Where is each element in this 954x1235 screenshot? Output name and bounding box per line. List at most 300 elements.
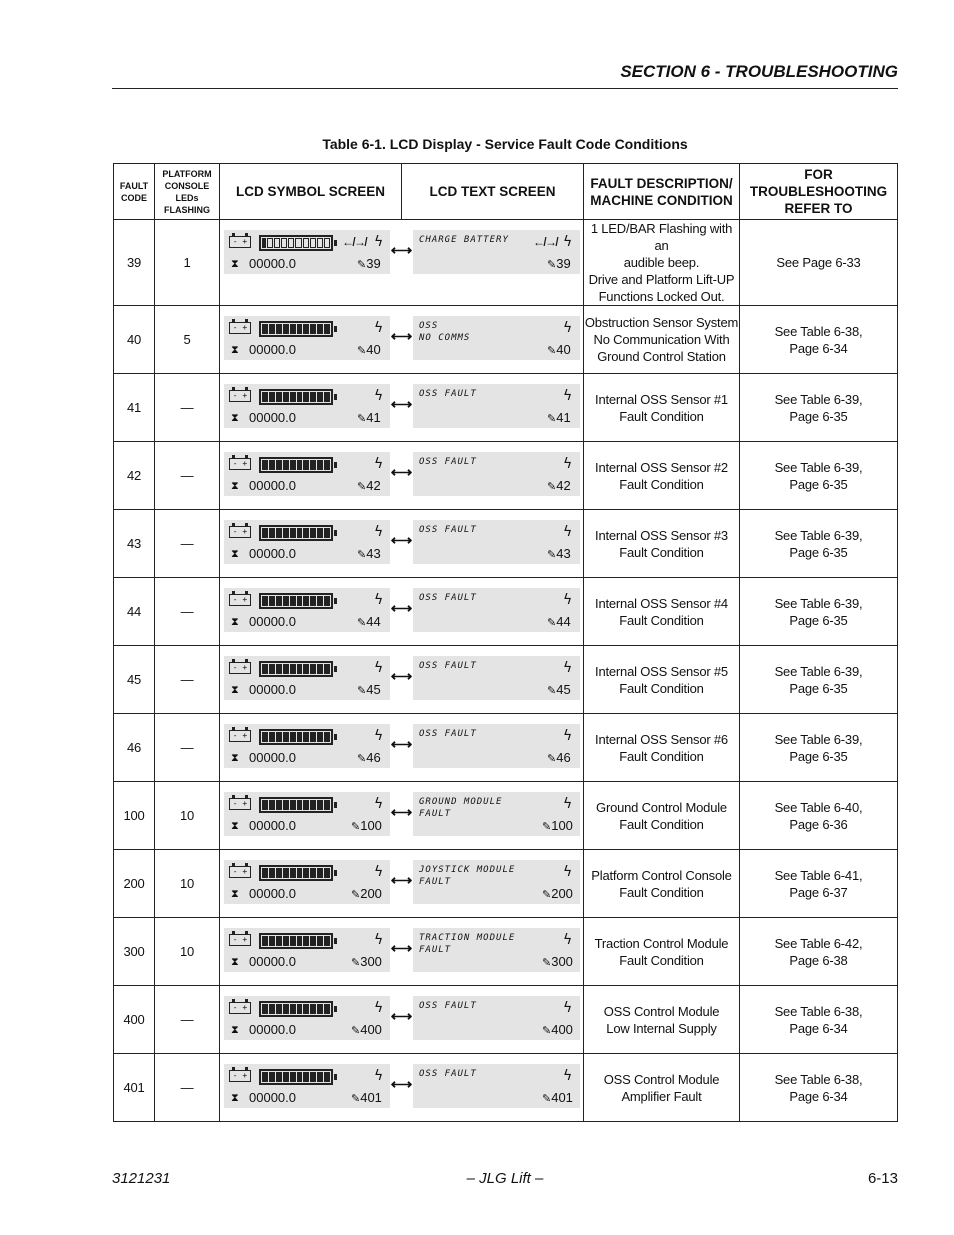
- lcd-screens-cell: [220, 850, 584, 918]
- battery-segment: [310, 732, 316, 742]
- lcd-text-screen: [413, 928, 580, 972]
- hourglass-icon: ⧗: [231, 258, 239, 270]
- hourglass-icon: ⧗: [231, 752, 239, 764]
- wrench-icon: ✎: [547, 685, 557, 697]
- fault-code-cell: 400: [114, 986, 155, 1054]
- lcd-text-screen: [413, 656, 580, 700]
- battery-segment: [303, 238, 309, 248]
- fault-code-cell: 46: [114, 714, 155, 782]
- battery-segment: [276, 800, 282, 810]
- hourglass-icon: ⧗: [231, 684, 239, 696]
- battery-level-bar: [259, 235, 333, 251]
- description-cell: Internal OSS Sensor #3 Fault Condition: [584, 510, 740, 578]
- fault-code-cell: 41: [114, 374, 155, 442]
- battery-segment: [324, 238, 330, 248]
- double-arrow-icon: ⟷: [390, 1076, 413, 1093]
- lcd-text-line: FAULT: [419, 809, 452, 819]
- battery-segment: [276, 868, 282, 878]
- disconnect-icon: ↚↛: [533, 235, 557, 249]
- table-row: [114, 1054, 898, 1122]
- table-row: [114, 510, 898, 578]
- refer-cell: See Table 6-41, Page 6-37: [740, 850, 898, 918]
- battery-icon: - +: [229, 934, 251, 946]
- battery-segment: [297, 392, 303, 402]
- battery-icon: - +: [229, 730, 251, 742]
- battery-segment: [283, 936, 289, 946]
- disconnect-icon: ↚↛: [342, 235, 366, 249]
- hourglass-icon: ⧗: [231, 412, 239, 424]
- battery-segment: [317, 936, 323, 946]
- battery-segment: [262, 868, 268, 878]
- lcd-symbol-screen: [224, 520, 390, 564]
- battery-segment: [297, 1004, 303, 1014]
- hour-counter: 00000.0: [249, 342, 296, 357]
- battery-segment: [283, 1072, 289, 1082]
- lcd-text-line: OSS FAULT: [419, 389, 477, 399]
- battery-segment: [297, 1072, 303, 1082]
- lcd-symbol-screen: [224, 452, 390, 496]
- wrench-icon: ✎: [357, 413, 367, 425]
- refer-cell: See Table 6-39, Page 6-35: [740, 374, 898, 442]
- battery-segment: [269, 392, 275, 402]
- hour-counter: 00000.0: [249, 886, 296, 901]
- lcd-symbol-screen: [224, 316, 390, 360]
- hourglass-icon: ⧗: [231, 820, 239, 832]
- double-arrow-icon: ⟷: [390, 532, 413, 549]
- battery-segment: [297, 664, 303, 674]
- refer-cell: See Table 6-39, Page 6-35: [740, 510, 898, 578]
- lcd-screens-cell: [220, 510, 584, 578]
- hour-counter: 00000.0: [249, 410, 296, 425]
- battery-level-bar: [259, 321, 333, 337]
- wrench-icon: ✎: [357, 617, 367, 629]
- battery-level-bar: [259, 865, 333, 881]
- fault-code-cell: 42: [114, 442, 155, 510]
- battery-segment: [303, 664, 309, 674]
- lcd-text-screen: [413, 316, 580, 360]
- battery-segment: [317, 528, 323, 538]
- battery-segment: [324, 392, 330, 402]
- platform-leds-cell: —: [155, 578, 220, 646]
- battery-segment: [288, 238, 294, 248]
- lcd-text-line: NO COMMS: [419, 333, 471, 343]
- refer-cell: See Table 6-39, Page 6-35: [740, 646, 898, 714]
- platform-leds-cell: —: [155, 510, 220, 578]
- battery-segment: [290, 936, 296, 946]
- battery-icon: - +: [229, 594, 251, 606]
- table-header-row: [114, 164, 898, 220]
- battery-segment: [276, 528, 282, 538]
- lightning-icon: ϟ: [374, 660, 384, 676]
- description-cell: Internal OSS Sensor #2 Fault Condition: [584, 442, 740, 510]
- battery-segment: [290, 732, 296, 742]
- page-number: 6-13: [867, 1170, 898, 1187]
- battery-segment: [303, 800, 309, 810]
- fault-code-readout: ✎39: [357, 256, 381, 271]
- fault-code-cell: 200: [114, 850, 155, 918]
- battery-icon: - +: [229, 1070, 251, 1082]
- battery-segment: [324, 528, 330, 538]
- lcd-screens-cell: [220, 220, 584, 306]
- fault-code-readout: ✎401: [351, 1090, 382, 1105]
- lcd-symbol-screen: [224, 384, 390, 428]
- lcd-text-screen: [413, 520, 580, 564]
- battery-segment: [283, 732, 289, 742]
- fault-code-readout: ✎40: [357, 342, 381, 357]
- battery-segment: [317, 664, 323, 674]
- battery-segment: [317, 596, 323, 606]
- fault-code-cell: 300: [114, 918, 155, 986]
- battery-segment: [283, 324, 289, 334]
- table-row: [114, 918, 898, 986]
- description-cell: 1 LED/BAR Flashing with an audible beep. Drive and Platform Lift-UP Functions Locked Out.: [584, 220, 740, 306]
- lcd-text-line: JOYSTICK MODULE: [419, 865, 516, 875]
- lightning-icon: ϟ: [563, 728, 573, 744]
- lcd-text-screen: [413, 588, 580, 632]
- refer-cell: See Table 6-39, Page 6-35: [740, 578, 898, 646]
- battery-segment: [290, 596, 296, 606]
- battery-icon: - +: [229, 866, 251, 878]
- description-cell: Traction Control Module Fault Condition: [584, 918, 740, 986]
- battery-segment: [303, 1004, 309, 1014]
- wrench-icon: ✎: [357, 753, 367, 765]
- fault-code-readout: ✎401: [542, 1090, 573, 1105]
- hour-counter: 00000.0: [249, 954, 296, 969]
- lcd-screens-cell: [220, 442, 584, 510]
- lcd-text-screen: [413, 384, 580, 428]
- lcd-text-line: OSS FAULT: [419, 593, 477, 603]
- battery-segment: [303, 528, 309, 538]
- refer-cell: See Table 6-39, Page 6-35: [740, 442, 898, 510]
- battery-segment: [283, 528, 289, 538]
- table-row: [114, 646, 898, 714]
- battery-segment: [269, 732, 275, 742]
- lcd-symbol-screen: [224, 1064, 390, 1108]
- fault-code-cell: 39: [114, 220, 155, 306]
- battery-segment: [317, 460, 323, 470]
- hourglass-icon: ⧗: [231, 956, 239, 968]
- fault-code-readout: ✎44: [547, 614, 571, 629]
- wrench-icon: ✎: [357, 685, 367, 697]
- lcd-symbol-screen: [224, 588, 390, 632]
- lightning-icon: ϟ: [374, 864, 384, 880]
- lcd-symbol-screen: [224, 656, 390, 700]
- lightning-icon: ϟ: [374, 796, 384, 812]
- platform-leds-cell: 10: [155, 782, 220, 850]
- lightning-icon: ϟ: [563, 388, 573, 404]
- battery-segment: [324, 800, 330, 810]
- lcd-symbol-screen: [224, 792, 390, 836]
- table-row: [114, 850, 898, 918]
- fault-code-readout: ✎300: [542, 954, 573, 969]
- battery-segment: [310, 460, 316, 470]
- double-arrow-icon: ⟷: [390, 328, 413, 345]
- wrench-icon: ✎: [351, 821, 361, 833]
- battery-level-bar: [259, 389, 333, 405]
- table-row: [114, 374, 898, 442]
- battery-segment: [276, 324, 282, 334]
- lightning-icon: ϟ: [563, 796, 573, 812]
- header-description: FAULT DESCRIPTION/ MACHINE CONDITION: [584, 164, 740, 220]
- fault-code-readout: ✎43: [357, 546, 381, 561]
- battery-segment: [297, 732, 303, 742]
- fault-code-readout: ✎39: [547, 256, 571, 271]
- hourglass-icon: ⧗: [231, 1092, 239, 1104]
- table-row: [114, 578, 898, 646]
- battery-level-bar: [259, 933, 333, 949]
- fault-code-readout: ✎43: [547, 546, 571, 561]
- hourglass-icon: ⧗: [231, 548, 239, 560]
- header-lcd-symbol: LCD SYMBOL SCREEN: [220, 164, 402, 220]
- fault-code-readout: ✎46: [547, 750, 571, 765]
- refer-cell: See Table 6-42, Page 6-38: [740, 918, 898, 986]
- platform-leds-cell: —: [155, 374, 220, 442]
- lightning-icon: ϟ: [563, 1000, 573, 1016]
- platform-leds-cell: 10: [155, 918, 220, 986]
- fault-code-readout: ✎40: [547, 342, 571, 357]
- hour-counter: 00000.0: [249, 682, 296, 697]
- platform-leds-cell: —: [155, 986, 220, 1054]
- fault-code-cell: 44: [114, 578, 155, 646]
- section-header: SECTION 6 - TROUBLESHOOTING: [620, 62, 898, 81]
- wrench-icon: ✎: [542, 1093, 552, 1105]
- hour-counter: 00000.0: [249, 1090, 296, 1105]
- description-cell: OSS Control Module Low Internal Supply: [584, 986, 740, 1054]
- lcd-text-screen: [413, 230, 580, 274]
- hour-counter: 00000.0: [249, 614, 296, 629]
- footer-center: – JLG Lift –: [466, 1170, 544, 1187]
- header-fault-code: FAULT CODE: [114, 164, 155, 220]
- wrench-icon: ✎: [351, 1093, 361, 1105]
- battery-segment: [276, 596, 282, 606]
- hourglass-icon: ⧗: [231, 480, 239, 492]
- battery-segment: [262, 1004, 268, 1014]
- lcd-screens-cell: [220, 374, 584, 442]
- wrench-icon: ✎: [547, 345, 557, 357]
- battery-segment: [276, 936, 282, 946]
- fault-code-readout: ✎42: [547, 478, 571, 493]
- lcd-screens-cell: [220, 714, 584, 782]
- lcd-text-screen: [413, 1064, 580, 1108]
- fault-code-readout: ✎400: [542, 1022, 573, 1037]
- battery-level-bar: [259, 1069, 333, 1085]
- lightning-icon: ϟ: [374, 592, 384, 608]
- lightning-icon: ϟ: [563, 320, 573, 336]
- lcd-text-line: OSS FAULT: [419, 729, 477, 739]
- fault-code-readout: ✎400: [351, 1022, 382, 1037]
- battery-segment: [310, 392, 316, 402]
- battery-segment: [310, 936, 316, 946]
- battery-segment: [276, 732, 282, 742]
- fault-code-readout: ✎200: [542, 886, 573, 901]
- battery-segment: [324, 1004, 330, 1014]
- fault-code-readout: ✎41: [357, 410, 381, 425]
- platform-leds-cell: 10: [155, 850, 220, 918]
- header-refer: FOR TROUBLESHOOTING REFER TO: [740, 164, 898, 220]
- battery-segment: [276, 664, 282, 674]
- table-body: [114, 220, 898, 1122]
- wrench-icon: ✎: [357, 481, 367, 493]
- fault-code-cell: 100: [114, 782, 155, 850]
- battery-segment: [297, 800, 303, 810]
- refer-cell: See Table 6-38, Page 6-34: [740, 1054, 898, 1122]
- wrench-icon: ✎: [547, 617, 557, 629]
- double-arrow-icon: ⟷: [390, 736, 413, 753]
- description-cell: Platform Control Console Fault Condition: [584, 850, 740, 918]
- battery-level-bar: [259, 1001, 333, 1017]
- battery-level-bar: [259, 593, 333, 609]
- battery-segment: [283, 460, 289, 470]
- battery-segment: [303, 460, 309, 470]
- battery-segment: [269, 596, 275, 606]
- battery-level-bar: [259, 729, 333, 745]
- lcd-text-screen: [413, 792, 580, 836]
- lcd-screens-cell: [220, 646, 584, 714]
- refer-cell: See Table 6-38, Page 6-34: [740, 986, 898, 1054]
- battery-segment: [283, 596, 289, 606]
- battery-icon: - +: [229, 1002, 251, 1014]
- hourglass-icon: ⧗: [231, 1024, 239, 1036]
- battery-segment: [276, 1004, 282, 1014]
- wrench-icon: ✎: [357, 259, 367, 271]
- battery-segment: [269, 528, 275, 538]
- battery-segment: [269, 868, 275, 878]
- lcd-screens-cell: [220, 306, 584, 374]
- battery-segment: [262, 732, 268, 742]
- hour-counter: 00000.0: [249, 818, 296, 833]
- lightning-icon: ϟ: [563, 456, 573, 472]
- battery-segment: [310, 1004, 316, 1014]
- battery-segment: [303, 868, 309, 878]
- battery-segment: [303, 1072, 309, 1082]
- battery-segment: [317, 732, 323, 742]
- battery-segment: [262, 238, 266, 248]
- battery-segment: [283, 1004, 289, 1014]
- refer-cell: See Table 6-40, Page 6-36: [740, 782, 898, 850]
- doc-number: 3121231: [112, 1170, 171, 1187]
- table-row: [114, 782, 898, 850]
- fault-code-readout: ✎45: [547, 682, 571, 697]
- battery-segment: [269, 324, 275, 334]
- wrench-icon: ✎: [547, 753, 557, 765]
- fault-code-readout: ✎44: [357, 614, 381, 629]
- platform-leds-cell: —: [155, 1054, 220, 1122]
- lightning-icon: ϟ: [563, 592, 573, 608]
- lcd-screens-cell: [220, 578, 584, 646]
- battery-segment: [290, 1072, 296, 1082]
- lcd-symbol-screen: [224, 928, 390, 972]
- double-arrow-icon: ⟷: [390, 242, 413, 259]
- double-arrow-icon: ⟷: [390, 940, 413, 957]
- lightning-icon: ϟ: [563, 234, 573, 250]
- battery-segment: [324, 1072, 330, 1082]
- battery-segment: [295, 238, 301, 248]
- battery-segment: [262, 936, 268, 946]
- fault-code-cell: 40: [114, 306, 155, 374]
- battery-segment: [317, 238, 323, 248]
- platform-leds-cell: 5: [155, 306, 220, 374]
- battery-segment: [317, 800, 323, 810]
- battery-segment: [290, 664, 296, 674]
- battery-segment: [324, 460, 330, 470]
- lcd-text-line: FAULT: [419, 945, 452, 955]
- battery-segment: [262, 1072, 268, 1082]
- battery-segment: [310, 596, 316, 606]
- platform-leds-cell: —: [155, 442, 220, 510]
- wrench-icon: ✎: [547, 481, 557, 493]
- description-cell: Obstruction Sensor System No Communication With Ground Control Station: [584, 306, 740, 374]
- lightning-icon: ϟ: [374, 320, 384, 336]
- battery-segment: [297, 460, 303, 470]
- battery-segment: [276, 460, 282, 470]
- lcd-text-line: GROUND MODULE: [419, 797, 503, 807]
- description-cell: Internal OSS Sensor #4 Fault Condition: [584, 578, 740, 646]
- table-title: Table 6-1. LCD Display - Service Fault Code Conditions: [322, 136, 688, 152]
- battery-segment: [269, 1072, 275, 1082]
- battery-segment: [324, 596, 330, 606]
- wrench-icon: ✎: [351, 957, 361, 969]
- battery-segment: [317, 868, 323, 878]
- battery-level-bar: [259, 457, 333, 473]
- lcd-text-screen: [413, 996, 580, 1040]
- fault-code-readout: ✎100: [351, 818, 382, 833]
- description-cell: Internal OSS Sensor #1 Fault Condition: [584, 374, 740, 442]
- lcd-symbol-screen: [224, 230, 390, 274]
- lcd-text-line: OSS FAULT: [419, 457, 477, 467]
- lightning-icon: ϟ: [374, 388, 384, 404]
- battery-icon: - +: [229, 236, 251, 248]
- lcd-symbol-screen: [224, 860, 390, 904]
- battery-segment: [297, 936, 303, 946]
- lcd-text-line: OSS FAULT: [419, 661, 477, 671]
- battery-segment: [283, 868, 289, 878]
- lcd-symbol-screen: [224, 724, 390, 768]
- battery-segment: [310, 238, 316, 248]
- platform-leds-cell: —: [155, 714, 220, 782]
- lightning-icon: ϟ: [374, 728, 384, 744]
- battery-segment: [310, 664, 316, 674]
- lightning-icon: ϟ: [374, 524, 384, 540]
- battery-segment: [290, 528, 296, 538]
- refer-cell: See Page 6-33: [740, 220, 898, 306]
- battery-segment: [324, 664, 330, 674]
- fault-code-table: [113, 163, 898, 1122]
- battery-segment: [310, 1072, 316, 1082]
- battery-segment: [262, 800, 268, 810]
- battery-icon: - +: [229, 458, 251, 470]
- battery-segment: [262, 324, 268, 334]
- battery-segment: [276, 392, 282, 402]
- battery-segment: [297, 596, 303, 606]
- battery-segment: [303, 324, 309, 334]
- platform-leds-cell: —: [155, 646, 220, 714]
- lightning-icon: ϟ: [563, 660, 573, 676]
- double-arrow-icon: ⟷: [390, 1008, 413, 1025]
- wrench-icon: ✎: [351, 889, 361, 901]
- wrench-icon: ✎: [357, 345, 367, 357]
- header-platform-leds: PLATFORM CONSOLE LEDs FLASHING: [155, 164, 220, 220]
- lcd-text-screen: [413, 452, 580, 496]
- lcd-text-line: TRACTION MODULE: [419, 933, 516, 943]
- wrench-icon: ✎: [547, 413, 557, 425]
- battery-segment: [310, 868, 316, 878]
- wrench-icon: ✎: [547, 549, 557, 561]
- lightning-icon: ϟ: [563, 932, 573, 948]
- table-row: [114, 220, 898, 306]
- double-arrow-icon: ⟷: [390, 600, 413, 617]
- battery-segment: [310, 324, 316, 334]
- fault-code-cell: 45: [114, 646, 155, 714]
